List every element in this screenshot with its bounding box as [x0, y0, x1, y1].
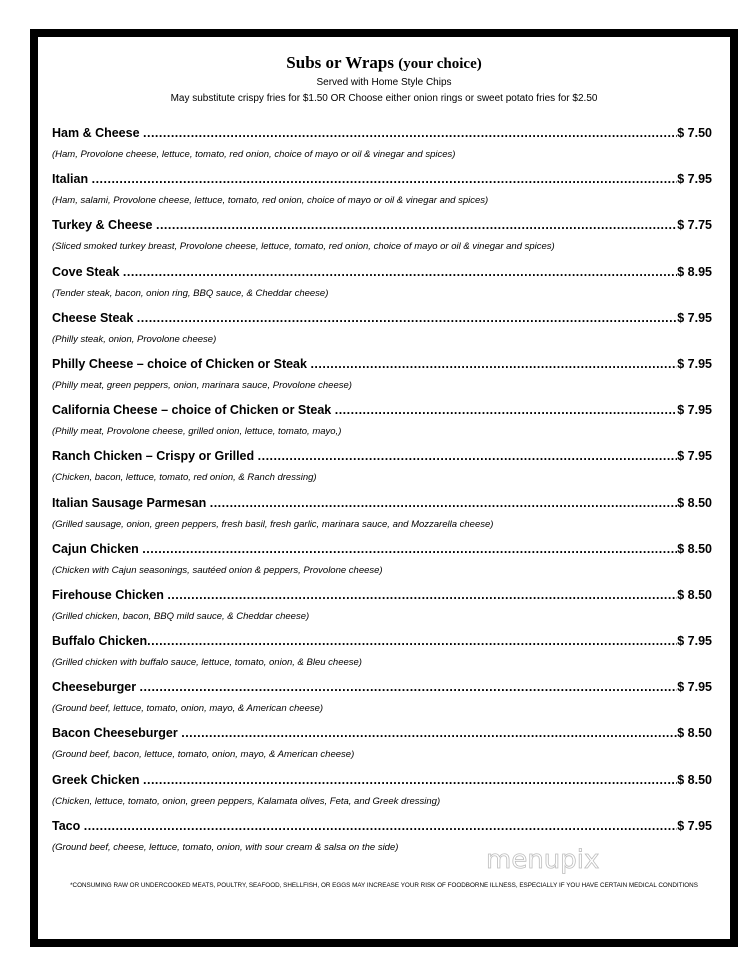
- menu-item-row: [52, 449, 712, 465]
- menu-item-description: (Grilled chicken with buffalo sauce, lettuce, tomato, onion, & Bleu cheese): [52, 657, 362, 669]
- menu-item-price: $ 7.95: [677, 172, 712, 187]
- dot-leader: [310, 357, 677, 372]
- menu-item-description: (Philly meat, green peppers, onion, marinara sauce, Provolone cheese): [52, 379, 352, 391]
- menu-page-frame: [30, 29, 738, 947]
- menu-item-name: Italian: [52, 172, 92, 187]
- menu-item-price: $ 7.95: [677, 634, 712, 649]
- menu-title-suffix: (your choice): [398, 56, 482, 72]
- menu-item-name: Ham & Cheese: [52, 126, 144, 140]
- menu-item-row: [52, 265, 712, 281]
- dot-leader: [143, 773, 677, 788]
- menu-item-price: $ 7.95: [677, 449, 712, 464]
- menu-item-row: [52, 218, 712, 234]
- menu-item-price: $ 8.50: [677, 541, 712, 556]
- watermark-text: menupix: [486, 845, 600, 875]
- dot-leader: [156, 218, 677, 233]
- menu-item-name: Buffalo Chicken: [52, 634, 148, 649]
- menu-item-price: $ 7.95: [677, 310, 712, 325]
- menu-item-row: [52, 126, 712, 142]
- menu-item-row: [52, 542, 712, 558]
- menu-item: [52, 449, 712, 495]
- menu-title: [38, 53, 730, 74]
- dot-leader: [143, 126, 677, 141]
- menu-item-name: California Cheese – choice of Chicken or Steak: [52, 403, 335, 418]
- dot-leader: [335, 403, 678, 418]
- menu-item-price: $ 7.95: [677, 818, 712, 833]
- menu-item-description: (Sliced smoked turkey breast, Provolone cheese, lettuce, tomato, red onion, choice of mayo or oil & vinegar and spices): [52, 241, 555, 253]
- menupix-watermark: [480, 834, 610, 882]
- menu-item-name: Bacon Cheeseburger: [52, 726, 182, 741]
- menu-item: [52, 311, 712, 357]
- menu-item-description: (Philly meat, Provolone cheese, grilled onion, lettuce, tomato, mayo,): [52, 426, 342, 438]
- dot-leader: [92, 172, 678, 187]
- menu-item: [52, 773, 712, 819]
- menu-item-row: [52, 311, 712, 327]
- menu-item: [52, 726, 712, 772]
- dot-leader: [84, 819, 678, 834]
- foodborne-illness-disclaimer: *CONSUMING RAW OR UNDERCOOKED MEATS, POULTRY, SEAFOOD, SHELLFISH, OR EGGS MAY INCREASE YOUR RISK OF FOODBORNE ILLNESS, ESPECIALLY IF YOU HAVE CERTAIN MEDICAL CONDITIONS: [70, 882, 698, 889]
- dot-leader: [210, 496, 678, 511]
- menu-item: [52, 680, 712, 726]
- menu-item-price: $ 8.50: [677, 726, 712, 741]
- menu-item-description: (Ham, Provolone cheese, lettuce, tomato, red onion, choice of mayo or oil & vinegar and spices): [52, 149, 456, 160]
- menu-item-description: (Ground beef, lettuce, tomato, onion, mayo, & American cheese): [52, 703, 324, 715]
- menu-item-description: (Grilled sausage, onion, green peppers, fresh basil, fresh garlic, marinara sauce, and Mozzarella cheese): [52, 518, 494, 530]
- menu-item-row: [52, 357, 712, 373]
- menu-item-price: $ 8.95: [677, 264, 712, 279]
- menu-item-price: $ 7.75: [677, 218, 712, 233]
- menu-item-price: $ 8.50: [677, 495, 712, 510]
- menu-item: [52, 542, 712, 588]
- menu-item-name: Cheeseburger: [52, 680, 140, 695]
- menu-item: [52, 403, 712, 449]
- menu-item: [52, 172, 712, 218]
- menu-item-description: (Chicken, bacon, lettuce, tomato, red onion, & Ranch dressing): [52, 472, 317, 484]
- menu-item-list: [52, 126, 712, 865]
- menu-item: [52, 634, 712, 680]
- menu-item-description: (Chicken, lettuce, tomato, onion, green peppers, Kalamata olives, Feta, and Greek dressing): [52, 795, 441, 807]
- menu-item-row: [52, 773, 712, 789]
- dot-leader: [167, 588, 677, 603]
- menu-item-price: $ 7.50: [677, 126, 712, 140]
- menu-item: [52, 265, 712, 311]
- dot-leader: [142, 542, 677, 557]
- dot-leader: [123, 265, 677, 280]
- menu-item-name: Firehouse Chicken: [52, 587, 168, 602]
- menu-item-price: $ 8.50: [677, 772, 712, 787]
- menu-item-description: (Philly steak, onion, Provolone cheese): [52, 333, 217, 345]
- menu-item-description: (Ham, salami, Provolone cheese, lettuce, tomato, red onion, choice of mayo or oil & vinegar and spices): [52, 195, 489, 207]
- menu-item-price: $ 7.95: [677, 680, 712, 695]
- menu-item-price: $ 7.95: [677, 356, 712, 371]
- menu-item-row: [52, 819, 712, 835]
- menu-item-description: (Ground beef, cheese, lettuce, tomato, onion, with sour cream & salsa on the side): [52, 841, 399, 853]
- menu-header: [38, 53, 730, 105]
- menu-item-name: Philly Cheese – choice of Chicken or Steak: [52, 356, 311, 371]
- menu-item-row: [52, 496, 712, 512]
- menu-item-name: Taco: [52, 818, 84, 833]
- dot-leader: [258, 449, 678, 464]
- menu-item-name: Italian Sausage Parmesan: [52, 495, 210, 510]
- menu-item-description: (Chicken with Cajun seasonings, sautéed onion & peppers, Provolone cheese): [52, 564, 383, 576]
- menu-item-name: Greek Chicken: [52, 772, 144, 787]
- menu-item: [52, 496, 712, 542]
- dot-leader: [147, 634, 677, 649]
- menu-item-price: $ 7.95: [677, 403, 712, 418]
- substitution-note: May substitute crispy fries for $1.50 OR Choose either onion rings or sweet potato fries for $2.50: [170, 93, 598, 104]
- menu-item-row: [52, 403, 712, 419]
- menu-item-row: [52, 634, 712, 650]
- menu-item: [52, 357, 712, 403]
- menu-item-name: Cove Steak: [52, 264, 123, 279]
- dot-leader: [137, 311, 677, 326]
- dot-leader: [140, 680, 678, 695]
- menu-item-description: (Ground beef, bacon, lettuce, tomato, onion, mayo, & American cheese): [52, 749, 355, 761]
- menu-item-description: (Grilled chicken, bacon, BBQ mild sauce, & Cheddar cheese): [52, 610, 310, 622]
- menu-item: [52, 588, 712, 634]
- menu-item-name: Cajun Chicken: [52, 541, 143, 556]
- menu-item-row: [52, 588, 712, 604]
- menu-item: [52, 819, 712, 865]
- dot-leader: [181, 726, 677, 741]
- menu-item-name: Ranch Chicken – Crispy or Grilled: [52, 449, 258, 464]
- menu-item-description: (Tender steak, bacon, onion ring, BBQ sauce, & Cheddar cheese): [52, 287, 329, 299]
- menu-title-main: Subs or Wraps: [286, 53, 395, 72]
- menu-item-name: Turkey & Cheese: [52, 218, 156, 233]
- menu-item-row: [52, 680, 712, 696]
- menu-item-price: $ 8.50: [677, 587, 712, 602]
- menu-item-row: [52, 172, 712, 188]
- menu-subtitle: Served with Home Style Chips: [316, 77, 452, 88]
- menu-item-name: Cheese Steak: [52, 310, 137, 325]
- menu-item-row: [52, 726, 712, 742]
- menu-item: [52, 218, 712, 264]
- menu-item: [52, 126, 712, 172]
